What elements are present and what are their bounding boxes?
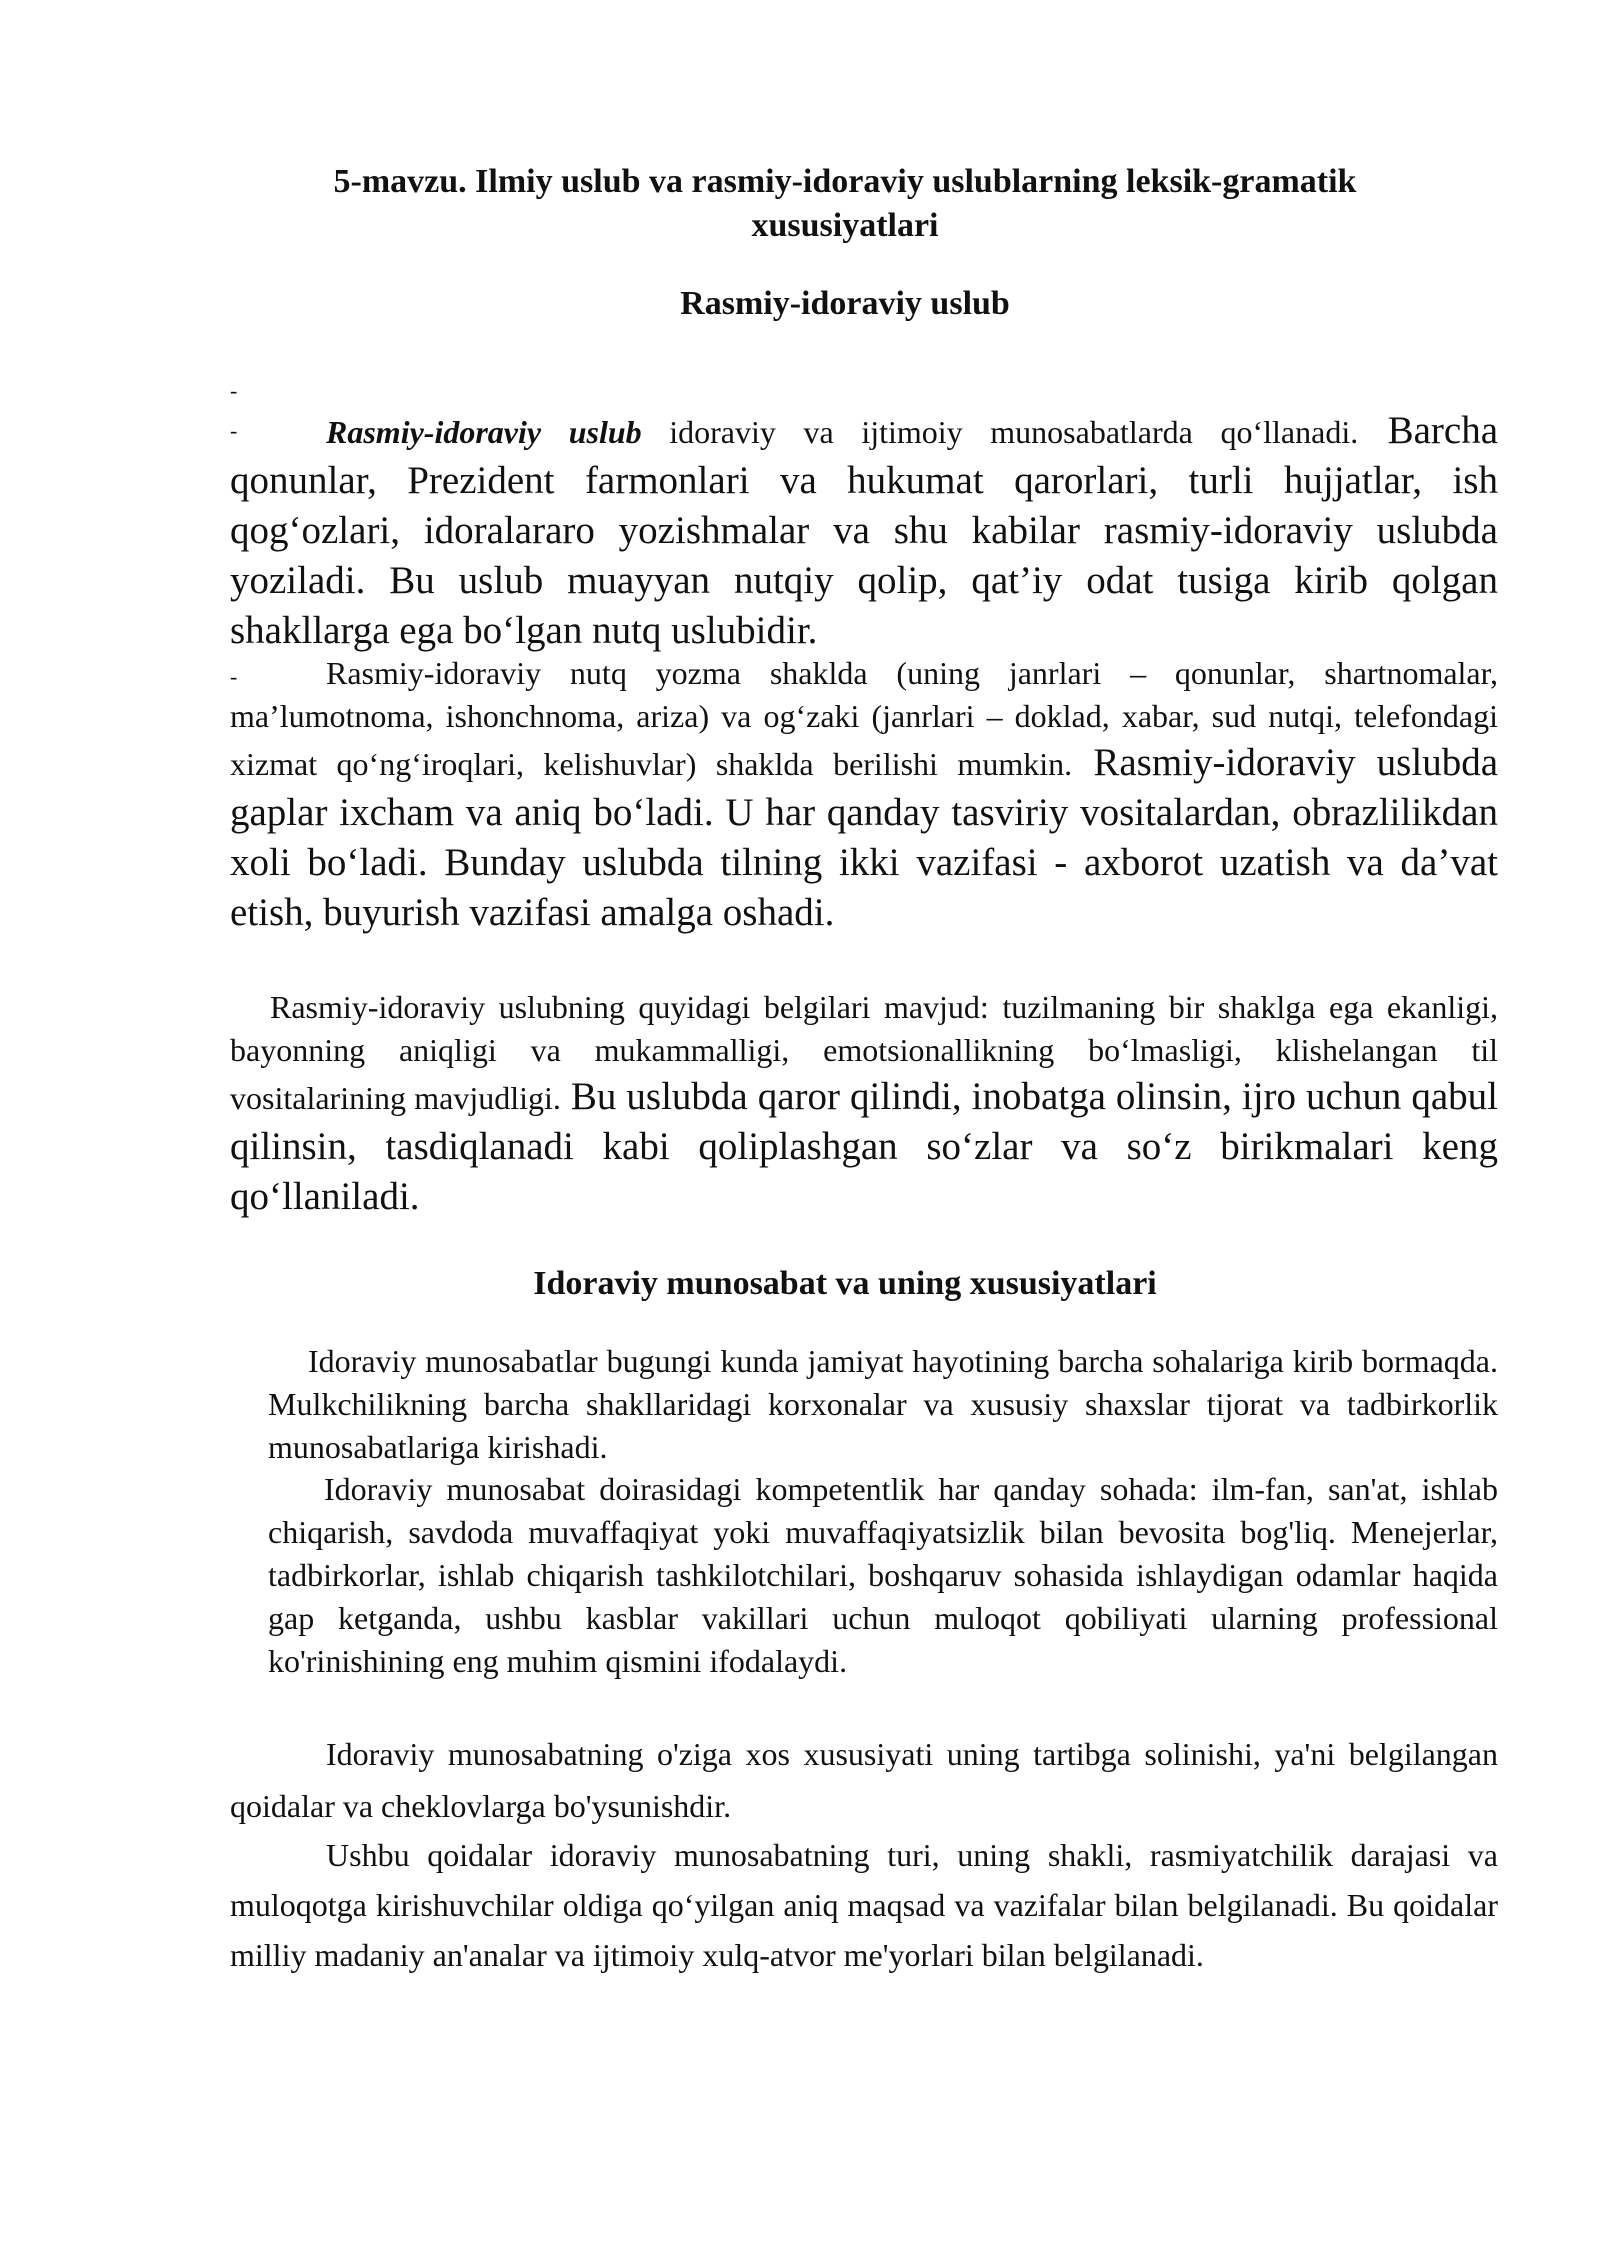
dash-marker: - xyxy=(230,418,238,443)
paragraph-1 xyxy=(230,406,1498,656)
paragraph-2-small-text: Rasmiy-idoraviy nutq yozma shaklda (uning janrlari – qonunlar, shartnomalar, ma’lumotnoma, ishonchnoma, ariza) va og‘zaki (janrlari – doklad, xabar, sud nutqi, telefondagi xizmat qo‘ng‘iroqlari, kelishuvlar) shaklda berilishi mumkin. xyxy=(230,655,1498,782)
paragraph-3 xyxy=(230,986,1498,1222)
paragraph-1-small-text: idoraviy va ijtimoiy munosabatlarda qo‘llanadi. xyxy=(641,414,1359,450)
paragraph-7-text: Ushbu qoidalar idoraviy munosabatning turi, uning shakli, rasmiyatchilik darajasi va muloqotga kirishuvchilar oldiga qo‘yilgan aniq maqsad va vazifalar bilan belgilanadi. Bu qoidalar milliy madaniy an'analar va ijtimoiy xulq-atvor me'yorlari bilan belgilanadi. xyxy=(230,1837,1498,1973)
document-title xyxy=(230,160,1460,248)
paragraph-7 xyxy=(230,1830,1498,1980)
section-heading-rasmiy-idoraviy: Rasmiy-idoraviy uslub xyxy=(680,285,1010,322)
paragraph-3-small-text: Rasmiy-idoraviy uslubning quyidagi belgilari mavjud: tuzilmaning bir shaklga ega ekanligi, bayonning aniqligi va mukammalligi, emotsionallikning bo‘lmasligi, klishelangan til vositalarining mavjudligi. xyxy=(230,989,1498,1116)
title-line-2: xususiyatlari xyxy=(751,207,939,244)
paragraph-6-text: Idoraviy munosabatning o'ziga xos xususiyati uning tartibga solinishi, ya'ni belgilangan qoidalar va cheklovlarga bo'ysunishdir. xyxy=(230,1736,1498,1824)
paragraph-4 xyxy=(268,1340,1498,1469)
paragraph-2 xyxy=(230,652,1498,938)
paragraph-2-large-text: Rasmiy-idoraviy uslubda gaplar ixcham va aniq bo‘ladi. U har qanday tasviriy vositalardan, obrazlilikdan xoli bo‘ladi. Bunday uslubda tilning ikki vazifasi - axborot uzatish va da’vat etish, buyurish vazifasi amalga oshadi. xyxy=(230,741,1499,934)
dash-marker: - xyxy=(230,664,238,689)
dash-marker: - xyxy=(230,378,238,403)
paragraph-1-large-text: Barcha qonunlar, Prezident farmonlari va hukumat qarorlari, turli hujjatlar, ish qog‘ozlari, idoralararo yozishmalar va shu kabilar rasmiy-idoraviy uslubda yoziladi. Bu uslub muayyan nutqiy qolip, qat’iy odat tusiga kirib qolgan shakllarga ega bo‘lgan nutq uslubidir. xyxy=(230,409,1499,652)
paragraph-3-large-text: Bu uslubda qaror qilindi, inobatga olinsin, ijro uchun qabul qilinsin, tasdiqlanadi kabi qoliplashgan so‘zlar va so‘z birikmalari keng qo‘llaniladi. xyxy=(230,1075,1498,1218)
paragraph-5 xyxy=(268,1468,1498,1683)
title-line-1: 5-mavzu. Ilmiy uslub va rasmiy-idoraviy uslublarning leksik-gramatik xyxy=(333,163,1357,200)
section-heading-idoraviy-munosabat: Idoraviy munosabat va uning xususiyatlari xyxy=(533,1265,1157,1302)
paragraph-6 xyxy=(230,1728,1498,1832)
paragraph-5-text: Idoraviy munosabat doirasidagi kompetentlik har qanday sohada: ilm-fan, san'at, ishlab chiqarish, savdoda muvaffaqiyat yoki muvaffaqiyatsizlik bilan bevosita bog'liq. Menejerlar, tadbirkorlar, ishlab chiqarish tashkilotchilari, boshqaruv sohasida ishlaydigan odamlar haqida gap ketganda, ushbu kasblar vakillari uchun muloqot qobiliyati ularning professional ko'rinishining eng muhim qismini ifodalaydi. xyxy=(268,1471,1498,1679)
bold-term: Rasmiy-idoraviy uslub xyxy=(326,414,642,450)
paragraph-4-text: Idoraviy munosabatlar bugungi kunda jamiyat hayotining barcha sohalariga kirib bormaqda. Mulkchilikning barcha shakllaridagi korxonalar va xususiy shaxslar tijorat va tadbirkorlik munosabatlariga kirishadi. xyxy=(268,1343,1498,1465)
